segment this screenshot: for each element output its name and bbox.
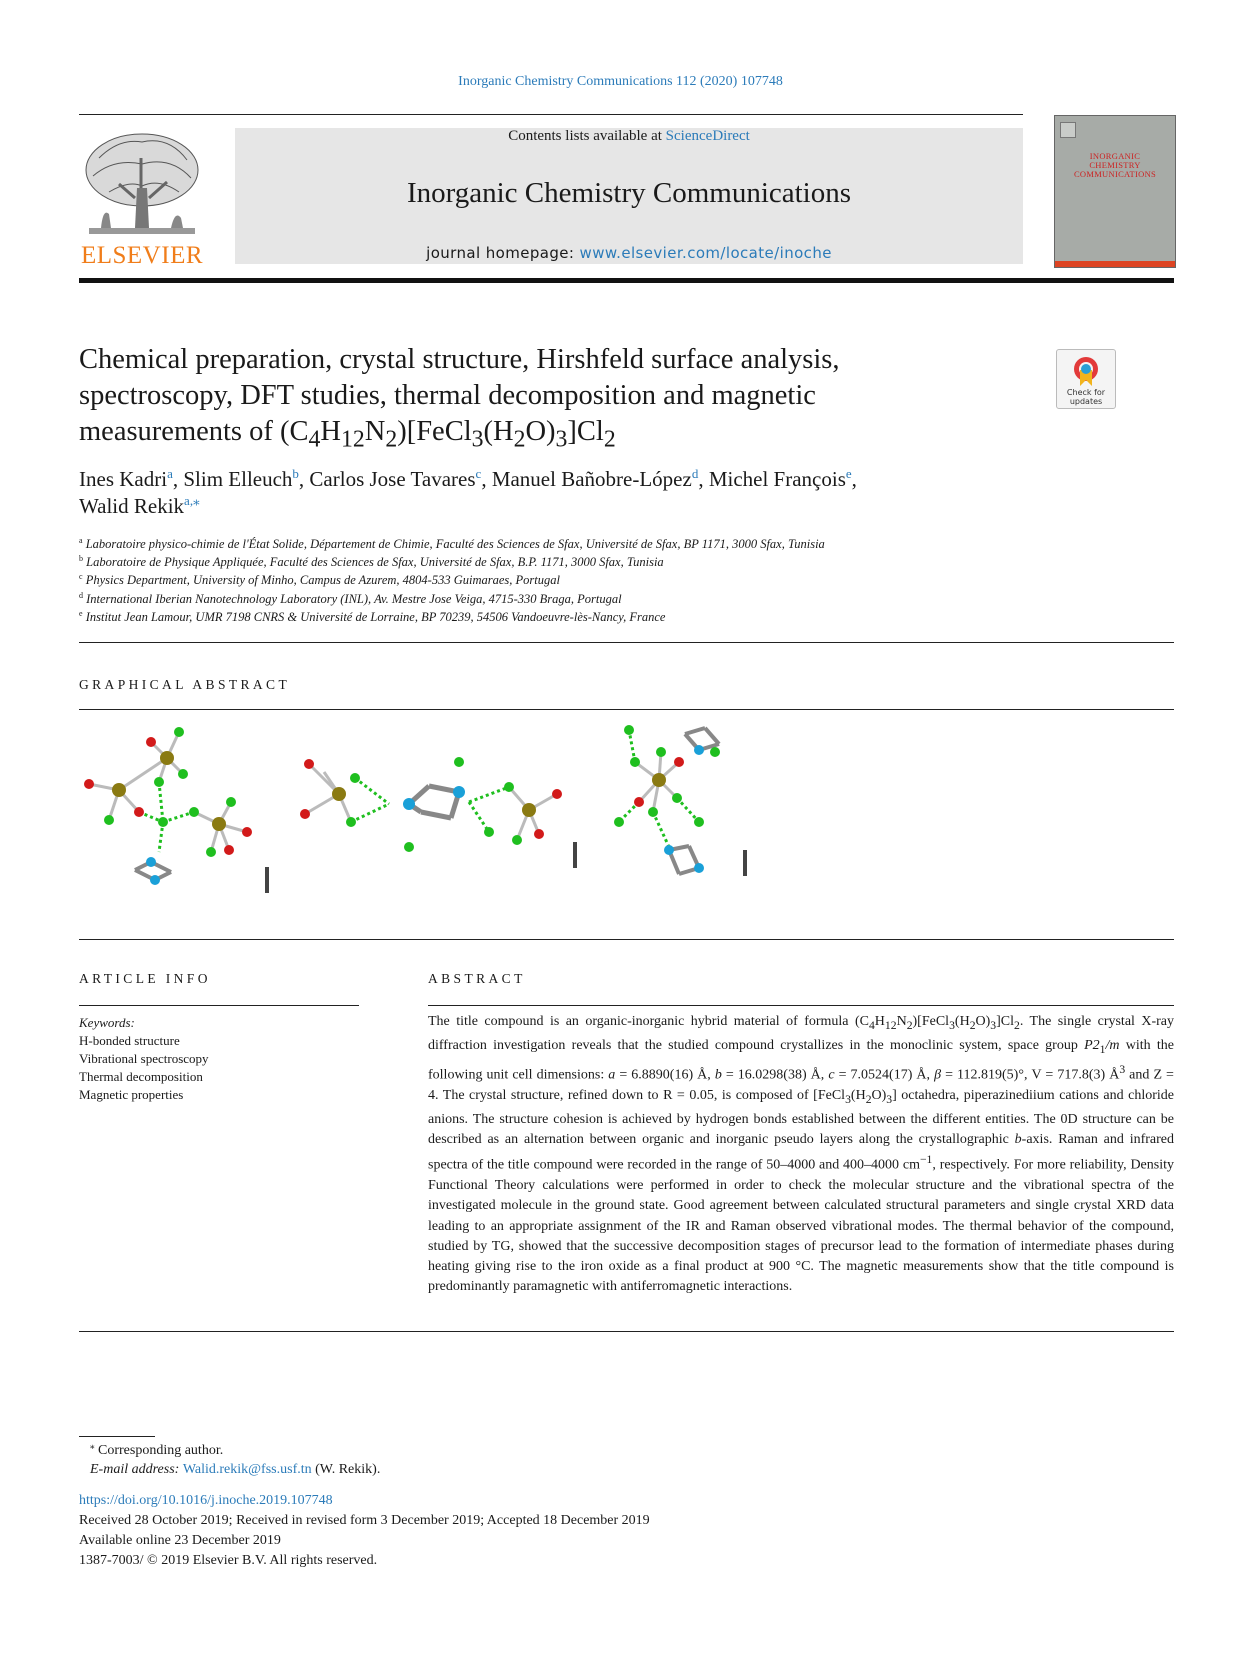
affiliation-text: Physics Department, University of Minho, Campus de Azurem, 4804-533 Guimaraes, Portugal <box>85 573 560 588</box>
structure-panel-2 <box>300 757 577 868</box>
subscript: 2 <box>385 426 398 453</box>
author-affiliation-link[interactable]: d <box>691 466 699 481</box>
elsevier-logo <box>79 128 205 270</box>
affiliation-key: b <box>79 554 83 564</box>
affiliation-text: Laboratoire de Physique Appliquée, Faculté des Sciences de Sfax, Université de Sfax, B.P. 1171, 3000 Sfax, Tunisia <box>86 555 664 570</box>
affiliation-item <box>79 590 1079 608</box>
keywords <box>79 1014 209 1104</box>
online-date: Available online 23 December 2019 <box>79 1533 281 1548</box>
affiliation-key: d <box>79 590 83 600</box>
section-divider <box>79 709 1174 710</box>
affiliation-item <box>79 553 1079 571</box>
article-info-heading: ARTICLE INFO <box>79 971 211 986</box>
title-text: O) <box>525 416 556 447</box>
top-divider <box>79 114 1023 115</box>
article-title <box>79 342 979 458</box>
author-name: Ines Kadri <box>79 467 168 491</box>
subscript: 2 <box>865 1092 872 1106</box>
abstract-fragment: = 16.0298(38) Å, <box>721 1067 829 1083</box>
subscript: 2 <box>603 426 616 453</box>
affiliation-item <box>79 571 1079 589</box>
author-separator: , <box>172 467 184 491</box>
check-updates-line: updates <box>1069 397 1103 406</box>
title-text: ]Cl <box>567 416 604 447</box>
cover-bottom-bar <box>1055 261 1175 267</box>
contents-line <box>235 128 1023 145</box>
title-text: )[FeCl <box>397 416 472 447</box>
homepage-link[interactable]: www.elsevier.com/locate/inoche <box>579 244 832 262</box>
elsevier-wordmark: ELSEVIER <box>80 242 204 269</box>
cover-logo-icon <box>1060 122 1076 138</box>
check-updates-label <box>1057 388 1115 406</box>
keywords-label: Keywords: <box>79 1015 135 1030</box>
title-text: N <box>364 416 386 447</box>
affiliation-text: International Iberian Nanotechnology Laboratory (INL), Av. Mestre Jose Veiga, 4715-330 Braga, Portugal <box>86 591 622 606</box>
journal-header <box>235 128 1023 264</box>
homepage-prefix: journal homepage: <box>426 244 580 262</box>
contents-prefix: Contents lists available at <box>508 128 666 144</box>
superscript: 3 <box>1119 1063 1126 1076</box>
keyword: Magnetic properties <box>79 1087 184 1102</box>
abstract-fragment: = 6.8890(16) Å, <box>615 1067 715 1083</box>
homepage-line <box>235 244 1023 262</box>
author-list <box>79 466 1029 520</box>
abstract-fragment: O) <box>871 1087 887 1103</box>
affiliation-key: c <box>79 572 83 582</box>
cell-parameter: a <box>608 1067 616 1083</box>
sciencedirect-link[interactable]: ScienceDirect <box>665 128 750 144</box>
abstract-fragment: )[FeCl <box>912 1014 950 1029</box>
subscript: 1 <box>1099 1042 1106 1056</box>
check-updates-line: Check for <box>1066 388 1106 397</box>
footnote-divider <box>79 1436 155 1437</box>
abstract-fragment: with the following unit cell dimensions: <box>428 1038 1175 1083</box>
affiliation-text: Laboratoire physico-chimie de l'État Solide, Département de Chimie, Faculté des Sciences de Sfax, Université de Sfax, BP 1171, 3000 Sfax, Tunisia <box>85 537 825 551</box>
graphical-abstract-heading: GRAPHICAL ABSTRACT <box>79 677 291 692</box>
footnote-mark: ⁎ <box>90 1440 95 1451</box>
keyword: H-bonded structure <box>79 1033 180 1048</box>
journal-cover[interactable] <box>1054 115 1176 268</box>
subscript: 3 <box>555 426 568 453</box>
abstract-fragment: -axis. Raman and infrared spectra of the title compound were recorded in the range of 50–4000 and 400–4000 cm <box>428 1132 1175 1173</box>
subscript: 4 <box>308 426 321 453</box>
author-separator: , <box>851 467 857 491</box>
superscript: −1 <box>919 1153 933 1167</box>
abstract-fragment: , respectively. For more reliability, Density Functional Theory calculations were performed in order to check the molecular structure and the vibrational spectra of the investigated molecule in the ground state. Good agreement between calculated structural parameters and single crystal XRD data leading to an appropriate assignment of the IR and Raman observed vibrational modes. The thermal behavior of the compound, studied by TG, showed that the successive decomposition stages of precursor lead to the formation of intermediate phases during heating giving rise to the iron oxide as a final product at 900 °C. The magnetic measurements show that the title compound is predominantly paramagnetic with antiferromagnetic interactions. <box>428 1157 1174 1295</box>
subscript: 12 <box>341 426 365 453</box>
abstract-fragment: ]Cl <box>996 1014 1015 1029</box>
abstract-fragment: ] octahedra, piperazinediium cations and chloride anions. The structure cohesion is achieved by hydrogen bonds established between the different entities. The 0D structure can be described as an alternation between organic and inorganic pseudo layers along the crystallographic <box>428 1087 1174 1148</box>
cover-title-line: COMMUNICATIONS <box>1073 169 1157 179</box>
doi-link[interactable]: https://doi.org/10.1016/j.inoche.2019.107748 <box>79 1493 333 1508</box>
author-separator: , <box>298 467 310 491</box>
subscript: 2 <box>969 1018 976 1032</box>
received-dates: Received 28 October 2019; Received in revised form 3 December 2019; Accepted 18 December 2019 <box>79 1513 650 1528</box>
abstract-fragment: The title compound is an organic-inorganic hybrid material of formula (C <box>428 1014 869 1029</box>
journal-reference[interactable]: Inorganic Chemistry Communications 112 (2020) 107748 <box>458 74 783 89</box>
title-line: spectroscopy, DFT studies, thermal decomposition and magnetic <box>79 380 816 411</box>
author-affiliation-link[interactable]: a <box>167 466 173 481</box>
affiliation-key: e <box>79 608 83 618</box>
copyright: 1387-7003/ © 2019 Elsevier B.V. All rights reserved. <box>79 1553 378 1568</box>
axis-label: b <box>1014 1132 1022 1148</box>
footnote-text: (W. Rekik). <box>311 1462 381 1477</box>
abstract-heading: ABSTRACT <box>428 971 526 986</box>
abstract-divider <box>428 1005 1174 1006</box>
space-group: P2 <box>1084 1038 1100 1053</box>
section-divider <box>79 1331 1174 1332</box>
corresponding-author-footnote <box>90 1441 380 1479</box>
abstract-fragment: (H <box>954 1014 970 1029</box>
affiliation-item <box>79 535 1079 553</box>
article-info-divider <box>79 1005 359 1006</box>
section-divider <box>79 939 1174 940</box>
author-name: Walid Rekik <box>79 494 185 518</box>
footnote-line <box>90 1460 380 1479</box>
affiliation-key: a <box>79 535 83 545</box>
email-label: E-mail address: <box>90 1462 183 1477</box>
abstract-fragment: N <box>896 1014 907 1029</box>
author-separator: , <box>481 467 492 491</box>
section-divider <box>79 642 1174 643</box>
space-group: /m <box>1105 1038 1120 1053</box>
author-name: Carlos Jose Tavares <box>309 467 476 491</box>
header-thick-divider <box>79 278 1174 283</box>
structure-panel-3 <box>614 725 747 876</box>
subscript: 12 <box>884 1018 897 1032</box>
footnote-line <box>90 1441 380 1460</box>
author-affiliation-link[interactable]: e <box>845 466 852 481</box>
cell-parameter: β <box>934 1067 942 1083</box>
title-text: (H <box>483 416 514 447</box>
publication-info <box>79 1491 650 1571</box>
subscript: 3 <box>471 426 484 453</box>
abstract-fragment: = 7.0524(17) Å, <box>834 1067 935 1083</box>
cover-title-line: CHEMISTRY <box>1089 160 1141 170</box>
author-affiliation-link[interactable]: c <box>475 466 482 481</box>
title-line: Chemical preparation, crystal structure, Hirshfeld surface analysis, <box>79 344 840 375</box>
journal-name: Inorganic Chemistry Communications <box>406 177 852 209</box>
elsevier-tree-icon <box>79 128 205 240</box>
cover-title <box>1055 152 1175 179</box>
affiliation-text: Institut Jean Lamour, UMR 7198 CNRS & Université de Lorraine, BP 70239, 54506 Vandoeuvre-lès-Nancy, France <box>85 609 666 624</box>
title-text: H <box>320 416 341 447</box>
subscript: 3 <box>886 1092 893 1106</box>
subscript: 3 <box>990 1018 997 1032</box>
affiliations <box>79 535 1079 626</box>
subscript: 3 <box>845 1092 851 1106</box>
abstract-fragment: H <box>874 1014 885 1029</box>
graphical-abstract-figure[interactable] <box>79 722 779 902</box>
subscript: 4 <box>868 1018 875 1032</box>
keyword: Vibrational spectroscopy <box>79 1051 209 1066</box>
author-name: Slim Elleuch <box>183 467 293 491</box>
subscript: 3 <box>949 1018 955 1032</box>
abstract-text <box>428 1012 1174 1297</box>
author-affiliation-link[interactable]: a,⁎ <box>184 493 200 508</box>
subscript: 2 <box>1014 1018 1020 1032</box>
cover-title-line: INORGANIC <box>1089 151 1141 161</box>
title-line <box>79 414 979 458</box>
crystal-structure-image <box>79 722 779 902</box>
abstract-fragment: (H <box>850 1087 866 1103</box>
author-name: Manuel Bañobre-López <box>491 467 692 491</box>
abstract-fragment: and Z = 4. The crystal structure, refined down to R = 0.05, is composed of [FeCl <box>428 1067 1174 1103</box>
abstract-fragment: . The single crystal X-ray diffraction investigation reveals that the studied compound crystallizes in the monoclinic system, space group <box>428 1014 1175 1053</box>
structure-panel-1 <box>84 727 269 893</box>
email-link[interactable]: Walid.rekik@fss.usf.tn <box>182 1462 312 1477</box>
author-affiliation-link[interactable]: b <box>292 466 299 481</box>
cell-parameter: c <box>828 1067 835 1083</box>
author-separator: , <box>698 467 709 491</box>
title-text: measurements of (C <box>79 416 309 447</box>
subscript: 2 <box>513 426 526 453</box>
keyword: Thermal decomposition <box>79 1069 203 1084</box>
cell-parameter: b <box>714 1067 722 1083</box>
abstract-fragment: O) <box>975 1014 991 1029</box>
subscript: 2 <box>906 1018 913 1032</box>
check-updates-icon <box>1072 356 1100 386</box>
check-for-updates-button[interactable] <box>1056 349 1116 409</box>
abstract-fragment: = 112.819(5)°, V = 717.8(3) Å <box>941 1067 1120 1083</box>
affiliation-item <box>79 608 1079 626</box>
author-name: Michel François <box>708 467 846 491</box>
footnote-text: Corresponding author. <box>98 1443 224 1458</box>
